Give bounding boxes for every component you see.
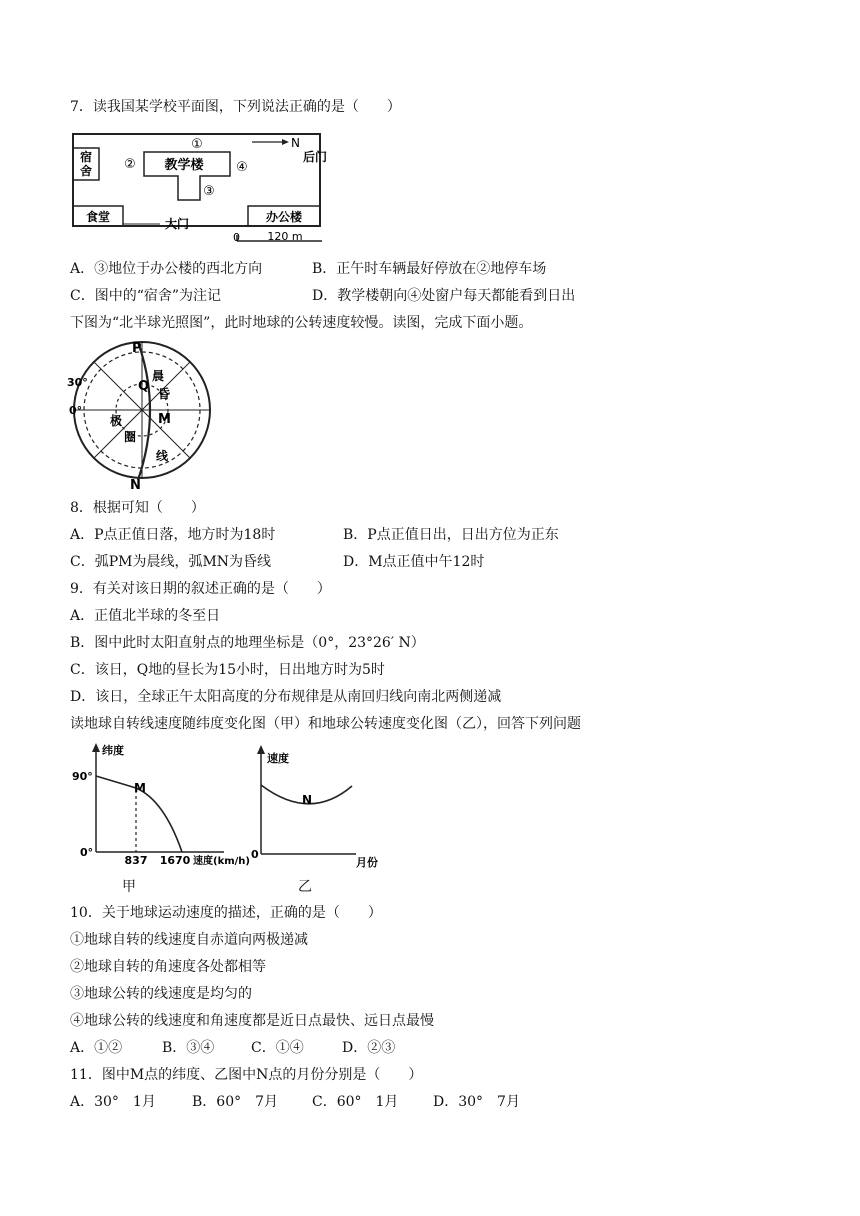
intro-8-9: 下图为“北半球光照图”，此时地球的公转速度较慢。读图，完成下面小题。: [70, 315, 533, 331]
office-label: 办公楼: [265, 210, 303, 224]
q8-option-d: D．M点正值中午12时: [343, 554, 485, 570]
teaching-label: 教学楼: [164, 158, 204, 173]
q10-statement-1: ①地球自转的线速度自赤道向两极递减: [70, 932, 308, 948]
q7-stem: 7．读我国某学校平面图，下列说法正确的是（ ）: [70, 99, 401, 115]
label-lat0: 0°: [69, 404, 83, 417]
label-ji: 极: [110, 414, 123, 428]
q10-option-b: B．③④: [162, 1040, 215, 1056]
scale-zero: 0: [233, 231, 240, 244]
q10-statement-2: ②地球自转的角速度各处都相等: [70, 959, 266, 975]
q9-option-c: C．该日，Q地的昼长为15小时，日出地方时为5时: [70, 662, 385, 678]
q11-option-d: D．30° 7月: [433, 1094, 520, 1110]
north-label: N: [291, 136, 300, 150]
q9-option-d: D．该日，全球正午太阳高度的分布规律是从南回归线向南北两侧递减: [70, 689, 502, 705]
q10-option-c: C．①④: [251, 1040, 304, 1056]
dorm-label-2: 舍: [79, 164, 93, 178]
yi-point-n: N: [302, 793, 313, 807]
chart-yi-revolution-speed: [250, 742, 400, 870]
back-gate-label: 后门: [303, 150, 328, 164]
q11-option-a: A．30° 1月: [70, 1094, 156, 1110]
yi-xlabel: 月份: [356, 856, 378, 869]
mark-3: ③: [203, 184, 215, 199]
q9-option-a: A．正值北半球的冬至日: [70, 608, 221, 624]
q8-option-a: A．P点正值日落，地方时为18时: [70, 527, 276, 543]
point-p: P: [132, 341, 142, 356]
q10-statement-3: ③地球公转的线速度是均匀的: [70, 986, 252, 1002]
terminator-line: [138, 342, 150, 480]
main-gate-label: 大门: [164, 217, 190, 231]
scale-value: 120 m: [267, 230, 303, 243]
q7-option-c: C．图中的“宿舍”为注记: [70, 288, 222, 304]
label-lat30: 30°: [67, 376, 88, 389]
label-hun: 昏: [158, 387, 171, 401]
point-n: N: [130, 478, 141, 493]
q9-option-b: B．图中此时太阳直射点的地理坐标是（0°，23°26′ N）: [70, 635, 425, 651]
jia-ylabel: 纬度: [102, 744, 124, 757]
chart-jia-rotation-speed: [72, 740, 250, 870]
mark-1: ①: [191, 137, 203, 152]
q11-option-b: B．60° 7月: [192, 1094, 279, 1110]
jia-y-bottom: 0°: [80, 846, 94, 859]
jia-caption: 甲: [122, 879, 136, 895]
q8-stem: 8．根据可知（ ）: [70, 500, 205, 516]
point-m: M: [158, 412, 171, 427]
q10-option-a: A．①②: [70, 1040, 123, 1056]
q10-stem: 10．关于地球运动速度的描述，正确的是（ ）: [70, 905, 382, 921]
jia-y-top: 90°: [72, 770, 93, 783]
north-hemisphere-illumination-figure: [66, 338, 216, 493]
canteen-label: 食堂: [85, 210, 111, 224]
jia-point-m: M: [134, 781, 146, 795]
q9-stem: 9．有关对该日期的叙述正确的是（ ）: [70, 581, 331, 597]
label-quan: 圈: [124, 430, 137, 444]
q7-option-a: A．③地位于办公楼的西北方向: [70, 261, 263, 277]
yi-origin: 0: [251, 848, 259, 861]
q10-option-d: D．②③: [342, 1040, 396, 1056]
point-q: Q: [138, 379, 150, 394]
mark-2: ②: [124, 157, 136, 172]
jia-x-1670: 1670: [159, 854, 191, 867]
q7-option-b: B．正午时车辆最好停放在②地停车场: [312, 261, 547, 277]
q8-option-b: B．P点正值日出，日出方位为正东: [343, 527, 559, 543]
yi-caption: 乙: [298, 879, 312, 895]
school-plan-map: [60, 128, 350, 254]
q11-option-c: C．60° 1月: [312, 1094, 399, 1110]
mark-4: ④: [236, 160, 248, 175]
dorm-label-1: 宿: [79, 150, 93, 164]
q8-option-c: C．弧PM为晨线，弧MN为昏线: [70, 554, 272, 570]
jia-x-837: 837: [124, 854, 148, 867]
label-xian: 线: [156, 449, 169, 463]
q10-statement-4: ④地球公转的线速度和角速度都是近日点最快、远日点最慢: [70, 1013, 434, 1029]
intro-10-11: 读地球自转线速度随纬度变化图（甲）和地球公转速度变化图（乙），回答下列问题: [70, 716, 581, 732]
q11-stem: 11．图中M点的纬度、乙图中N点的月份分别是（ ）: [70, 1067, 423, 1083]
q7-option-d: D．教学楼朝向④处窗户每天都能看到日出: [312, 288, 576, 304]
yi-ylabel: 速度: [267, 752, 289, 765]
label-chen: 晨: [152, 369, 165, 383]
jia-xlabel: 速度(km/h): [193, 856, 250, 867]
